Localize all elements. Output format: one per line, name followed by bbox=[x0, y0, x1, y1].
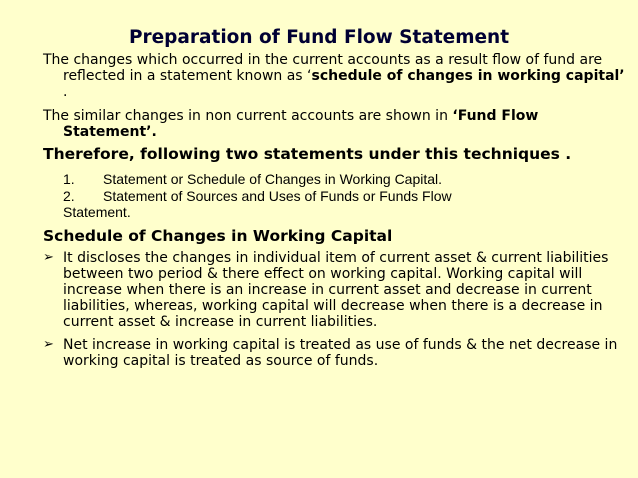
arrow-bullet-icon: ➢ bbox=[43, 337, 54, 352]
list-item bbox=[63, 171, 583, 187]
list-text: Statement or Schedule of Changes in Working Capital. bbox=[103, 171, 443, 187]
paragraph-bold-text: ‘Fund Flow Statement’. bbox=[63, 108, 539, 140]
bullet-item bbox=[43, 337, 618, 369]
paragraph-current-accounts bbox=[43, 52, 633, 100]
bullet-text: Net increase in working capital is treated as use of funds & the net decrease in working capital is treated as source of funds. bbox=[63, 337, 618, 369]
list-number: 2. bbox=[63, 188, 75, 204]
paragraph-non-current-accounts bbox=[43, 108, 633, 140]
paragraph-bold-text: schedule of changes in working capital’ bbox=[311, 68, 625, 84]
bullet-text: It discloses the changes in individual item of current asset & current liabilities between two period & there effect on working capital. Working capital will increase when there is an increase in current asset and decrease in current liabilities, whereas, working capital will decrease when there is a decrease in current asset & increase in current liabilities. bbox=[63, 250, 609, 330]
paragraph-text: The similar changes in non current accounts are shown in bbox=[43, 108, 453, 124]
paragraph-text-end: . bbox=[63, 84, 68, 100]
arrow-bullet-icon: ➢ bbox=[43, 250, 54, 265]
list-item-continuation: Statement. bbox=[63, 204, 131, 220]
paragraph-text: The changes which occurred in the current accounts as a result flow of fund are reflected in a statement known as ‘ bbox=[43, 52, 603, 84]
list-item bbox=[63, 188, 583, 204]
list-text: Statement of Sources and Uses of Funds or Funds Flow bbox=[103, 188, 452, 204]
list-number: 1. bbox=[63, 171, 75, 187]
slide-title: Preparation of Fund Flow Statement bbox=[128, 27, 510, 48]
heading-two-statements: Therefore, following two statements under this techniques . bbox=[43, 145, 572, 163]
heading-schedule-of-changes: Schedule of Changes in Working Capital bbox=[43, 227, 393, 245]
bullet-item bbox=[43, 250, 618, 330]
